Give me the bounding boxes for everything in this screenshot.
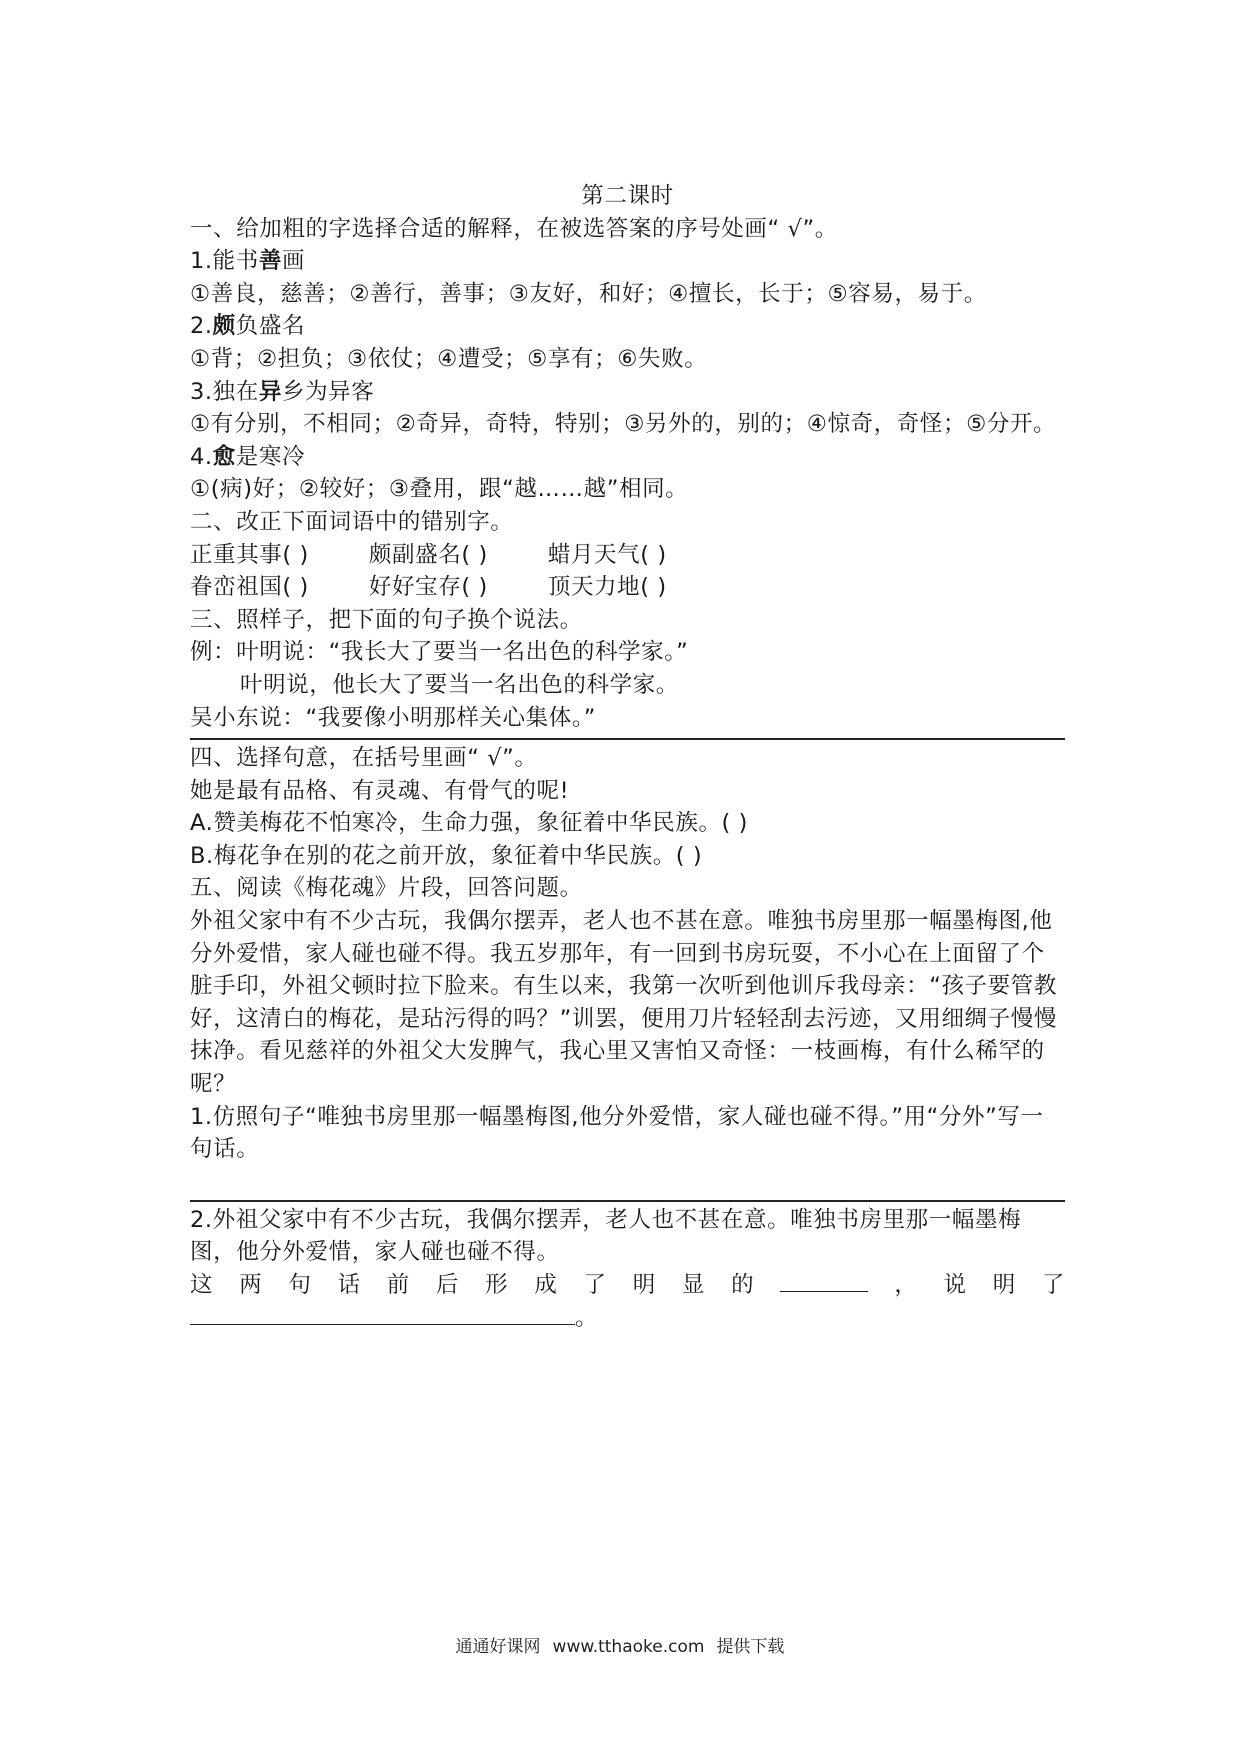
s1-item-3-options: ①有分别，不相同；②奇异，奇特，特别；③另外的，别的；④惊奇，奇怪；⑤分开。 xyxy=(190,411,1057,438)
s4-option-a: A.赞美梅花不怕寒冷，生命力强，象征着中华民族。( ) xyxy=(190,810,749,837)
section-1-heading: 一、给加粗的字选择合适的解释，在被选答案的序号处画“ √”。 xyxy=(190,215,838,242)
bold-char: 颇 xyxy=(212,313,236,340)
s1-item-2 xyxy=(190,310,1065,343)
item-text-pre: 能书 xyxy=(212,248,259,275)
section-5-heading: 五、阅读《梅花魂》片段，回答问题。 xyxy=(190,875,583,902)
fill-char: 明 xyxy=(632,1272,656,1298)
footer-site-name: 通通好课网 xyxy=(455,1637,541,1657)
bold-char: 善 xyxy=(258,248,282,275)
answer-blank-1[interactable] xyxy=(780,1269,868,1292)
answer-blank-2[interactable] xyxy=(190,1302,575,1325)
worksheet-content xyxy=(190,180,1065,1334)
item-text-post: 负盛名 xyxy=(235,313,306,340)
s4-sentence: 她是最有品格、有灵魂、有骨气的呢! xyxy=(190,777,570,804)
s1-item-1 xyxy=(190,245,1065,278)
page-title: 第二课时 xyxy=(581,183,674,209)
s1-item-1-options: ①善良，慈善；②善行，善事；③友好，和好；④擅长，长于；⑤容易，易于。 xyxy=(190,280,987,307)
item-text-post: 画 xyxy=(281,248,306,275)
footer-url[interactable]: www.tthaoke.com xyxy=(552,1637,705,1657)
s5-fill-in-line-2 xyxy=(190,1302,1065,1335)
fill-char: 前 xyxy=(386,1272,410,1298)
fill-char: 成 xyxy=(534,1272,558,1298)
item-text-pre: 独在 xyxy=(212,378,259,405)
fill-char: 这 xyxy=(190,1272,214,1298)
footer-suffix: 提供下载 xyxy=(716,1637,785,1657)
section-4-heading: 四、选择句意，在括号里画“ √”。 xyxy=(190,745,538,772)
section-2-heading: 二、改正下面词语中的错别字。 xyxy=(190,508,514,535)
answer-line[interactable] xyxy=(190,738,1065,740)
bold-char: 异 xyxy=(258,378,282,405)
s2-row-2 xyxy=(190,571,1065,604)
fill-char: 后 xyxy=(435,1272,460,1298)
word-item: 颇副盛名( ) xyxy=(368,541,488,568)
s5-passage: 外祖父家中有不少古玩，我偶尔摆弄，老人也不甚在意。唯独书房里那一幅墨梅图,他分外爱惜，家人碰也碰不得。我五岁那年，有一回到书房玩耍，不小心在上面留了个脏手印，外祖父顿时拉下脸来。有生以来，我第一次听到他训斥我母亲：“孩子要管教好，这清白的梅花，是玷污得的吗？”训罢，便用刀片轻轻刮去污迹，又用细绸子慢慢抹净。看见慈祥的外祖父大发脾气，我心里又害怕又奇怪：一枝画梅，有什么稀罕的呢？ xyxy=(190,908,1057,1098)
bold-char: 愈 xyxy=(212,443,236,470)
item-text-post: 是寒冷 xyxy=(235,443,306,470)
s3-example-line-1: 例：叶明说：“我长大了要当一名出色的科学家。” xyxy=(190,639,689,666)
fill-char: 了 xyxy=(583,1272,607,1298)
s5-question-2: 2.外祖父家中有不少古玩，我偶尔摆弄，老人也不甚在意。唯独书房里那一幅墨梅图，他分外爱惜，家人碰也碰不得。 xyxy=(190,1206,1022,1266)
fill-char: 。 xyxy=(575,1304,599,1331)
fill-char: 说 xyxy=(943,1272,967,1298)
fill-char: ， xyxy=(894,1272,918,1298)
fill-char: 明 xyxy=(992,1272,1016,1298)
s1-item-4-options: ①(病)好；②较好；③叠用，跟“越……越”相同。 xyxy=(190,476,689,503)
fill-char: 的 xyxy=(731,1272,755,1298)
item-number: 2. xyxy=(190,313,213,340)
item-text-post: 乡为异客 xyxy=(281,378,375,405)
word-item: 顶天力地( ) xyxy=(547,574,667,601)
s4-option-b: B.梅花争在别的花之前开放，象征着中华民族。( ) xyxy=(190,842,703,869)
s1-item-4 xyxy=(190,441,1065,474)
answer-line[interactable] xyxy=(190,1200,1065,1202)
word-item: 眷峦祖国( ) xyxy=(190,574,309,601)
fill-char: 了 xyxy=(1041,1272,1065,1298)
item-number: 4. xyxy=(190,443,213,470)
s3-example-line-2: 叶明说，他长大了要当一名出色的科学家。 xyxy=(240,671,679,698)
fill-char: 显 xyxy=(681,1272,705,1298)
word-item: 好好宝存( ) xyxy=(368,574,488,601)
s1-item-3 xyxy=(190,376,1065,409)
fill-char: 话 xyxy=(337,1272,361,1298)
s5-question-1: 1.仿照句子“唯独书房里那一幅墨梅图,他分外爱惜，家人碰也碰不得。”用“分外”写一句话。 xyxy=(190,1103,1044,1163)
word-item: 正重其事( ) xyxy=(190,541,309,568)
s1-item-2-options: ①背；②担负；③依仗；④遭受；⑤享有；⑥失败。 xyxy=(190,345,708,372)
s2-row-1 xyxy=(190,539,1065,572)
s5-fill-in-line xyxy=(190,1269,1065,1302)
section-3-heading: 三、照样子，把下面的句子换个说法。 xyxy=(190,606,583,633)
item-number: 1. xyxy=(190,248,213,275)
word-item: 蜡月天气( ) xyxy=(547,541,667,568)
fill-char: 句 xyxy=(288,1272,312,1298)
s3-question: 吴小东说：“我要像小明那样关心集体。” xyxy=(190,704,596,731)
fill-char: 形 xyxy=(485,1272,509,1298)
fill-char: 两 xyxy=(239,1272,263,1298)
item-number: 3. xyxy=(190,378,213,405)
page-footer xyxy=(0,1632,1240,1657)
